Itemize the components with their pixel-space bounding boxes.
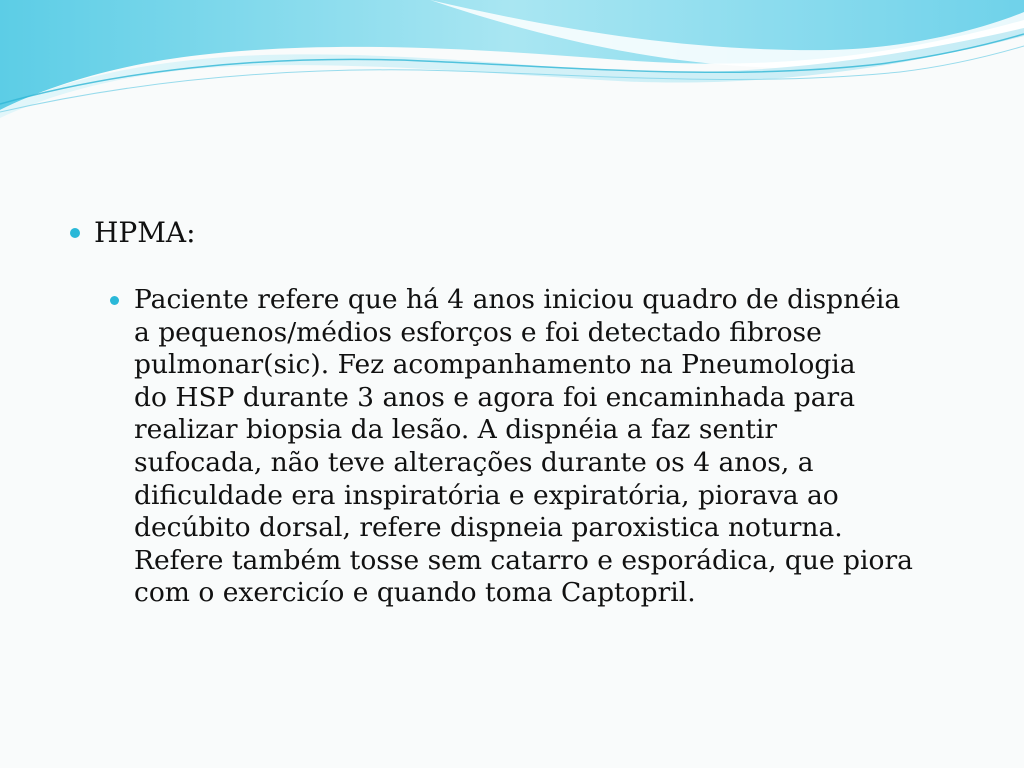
paragraph-line: sufocada, não teve alterações durante os 4 anos, a bbox=[134, 446, 814, 478]
slide-content bbox=[70, 216, 970, 610]
paragraph-line: Refere também tosse sem catarro e esporádica, que piora bbox=[134, 544, 913, 576]
bullet-hpma bbox=[70, 216, 970, 250]
paragraph-line: com o exercicío e quando toma Captopril. bbox=[134, 577, 696, 609]
heading-text: HPMA: bbox=[94, 216, 196, 249]
paragraph-line: a pequenos/médios esforços e foi detectado fibrose bbox=[134, 316, 822, 348]
paragraph-line: Paciente refere que há 4 anos iniciou quadro de dispnéia bbox=[134, 284, 901, 315]
bullet-history-paragraph bbox=[110, 284, 942, 610]
paragraph-line: realizar biopsia da lesão. A dispnéia a faz sentir bbox=[134, 414, 778, 446]
bullet-dot-icon bbox=[70, 228, 80, 238]
bullet-dot-icon bbox=[110, 296, 119, 305]
paragraph-line: dificuldade era inspiratória e expiratória, piorava ao bbox=[134, 479, 839, 511]
header-wave-decoration bbox=[0, 0, 1024, 130]
paragraph-line: do HSP durante 3 anos e agora foi encaminhada para bbox=[134, 381, 856, 413]
paragraph-line: pulmonar(sic). Fez acompanhamento na Pneumologia bbox=[134, 349, 856, 381]
paragraph-line: decúbito dorsal, refere dispneia paroxistica noturna. bbox=[134, 512, 843, 544]
